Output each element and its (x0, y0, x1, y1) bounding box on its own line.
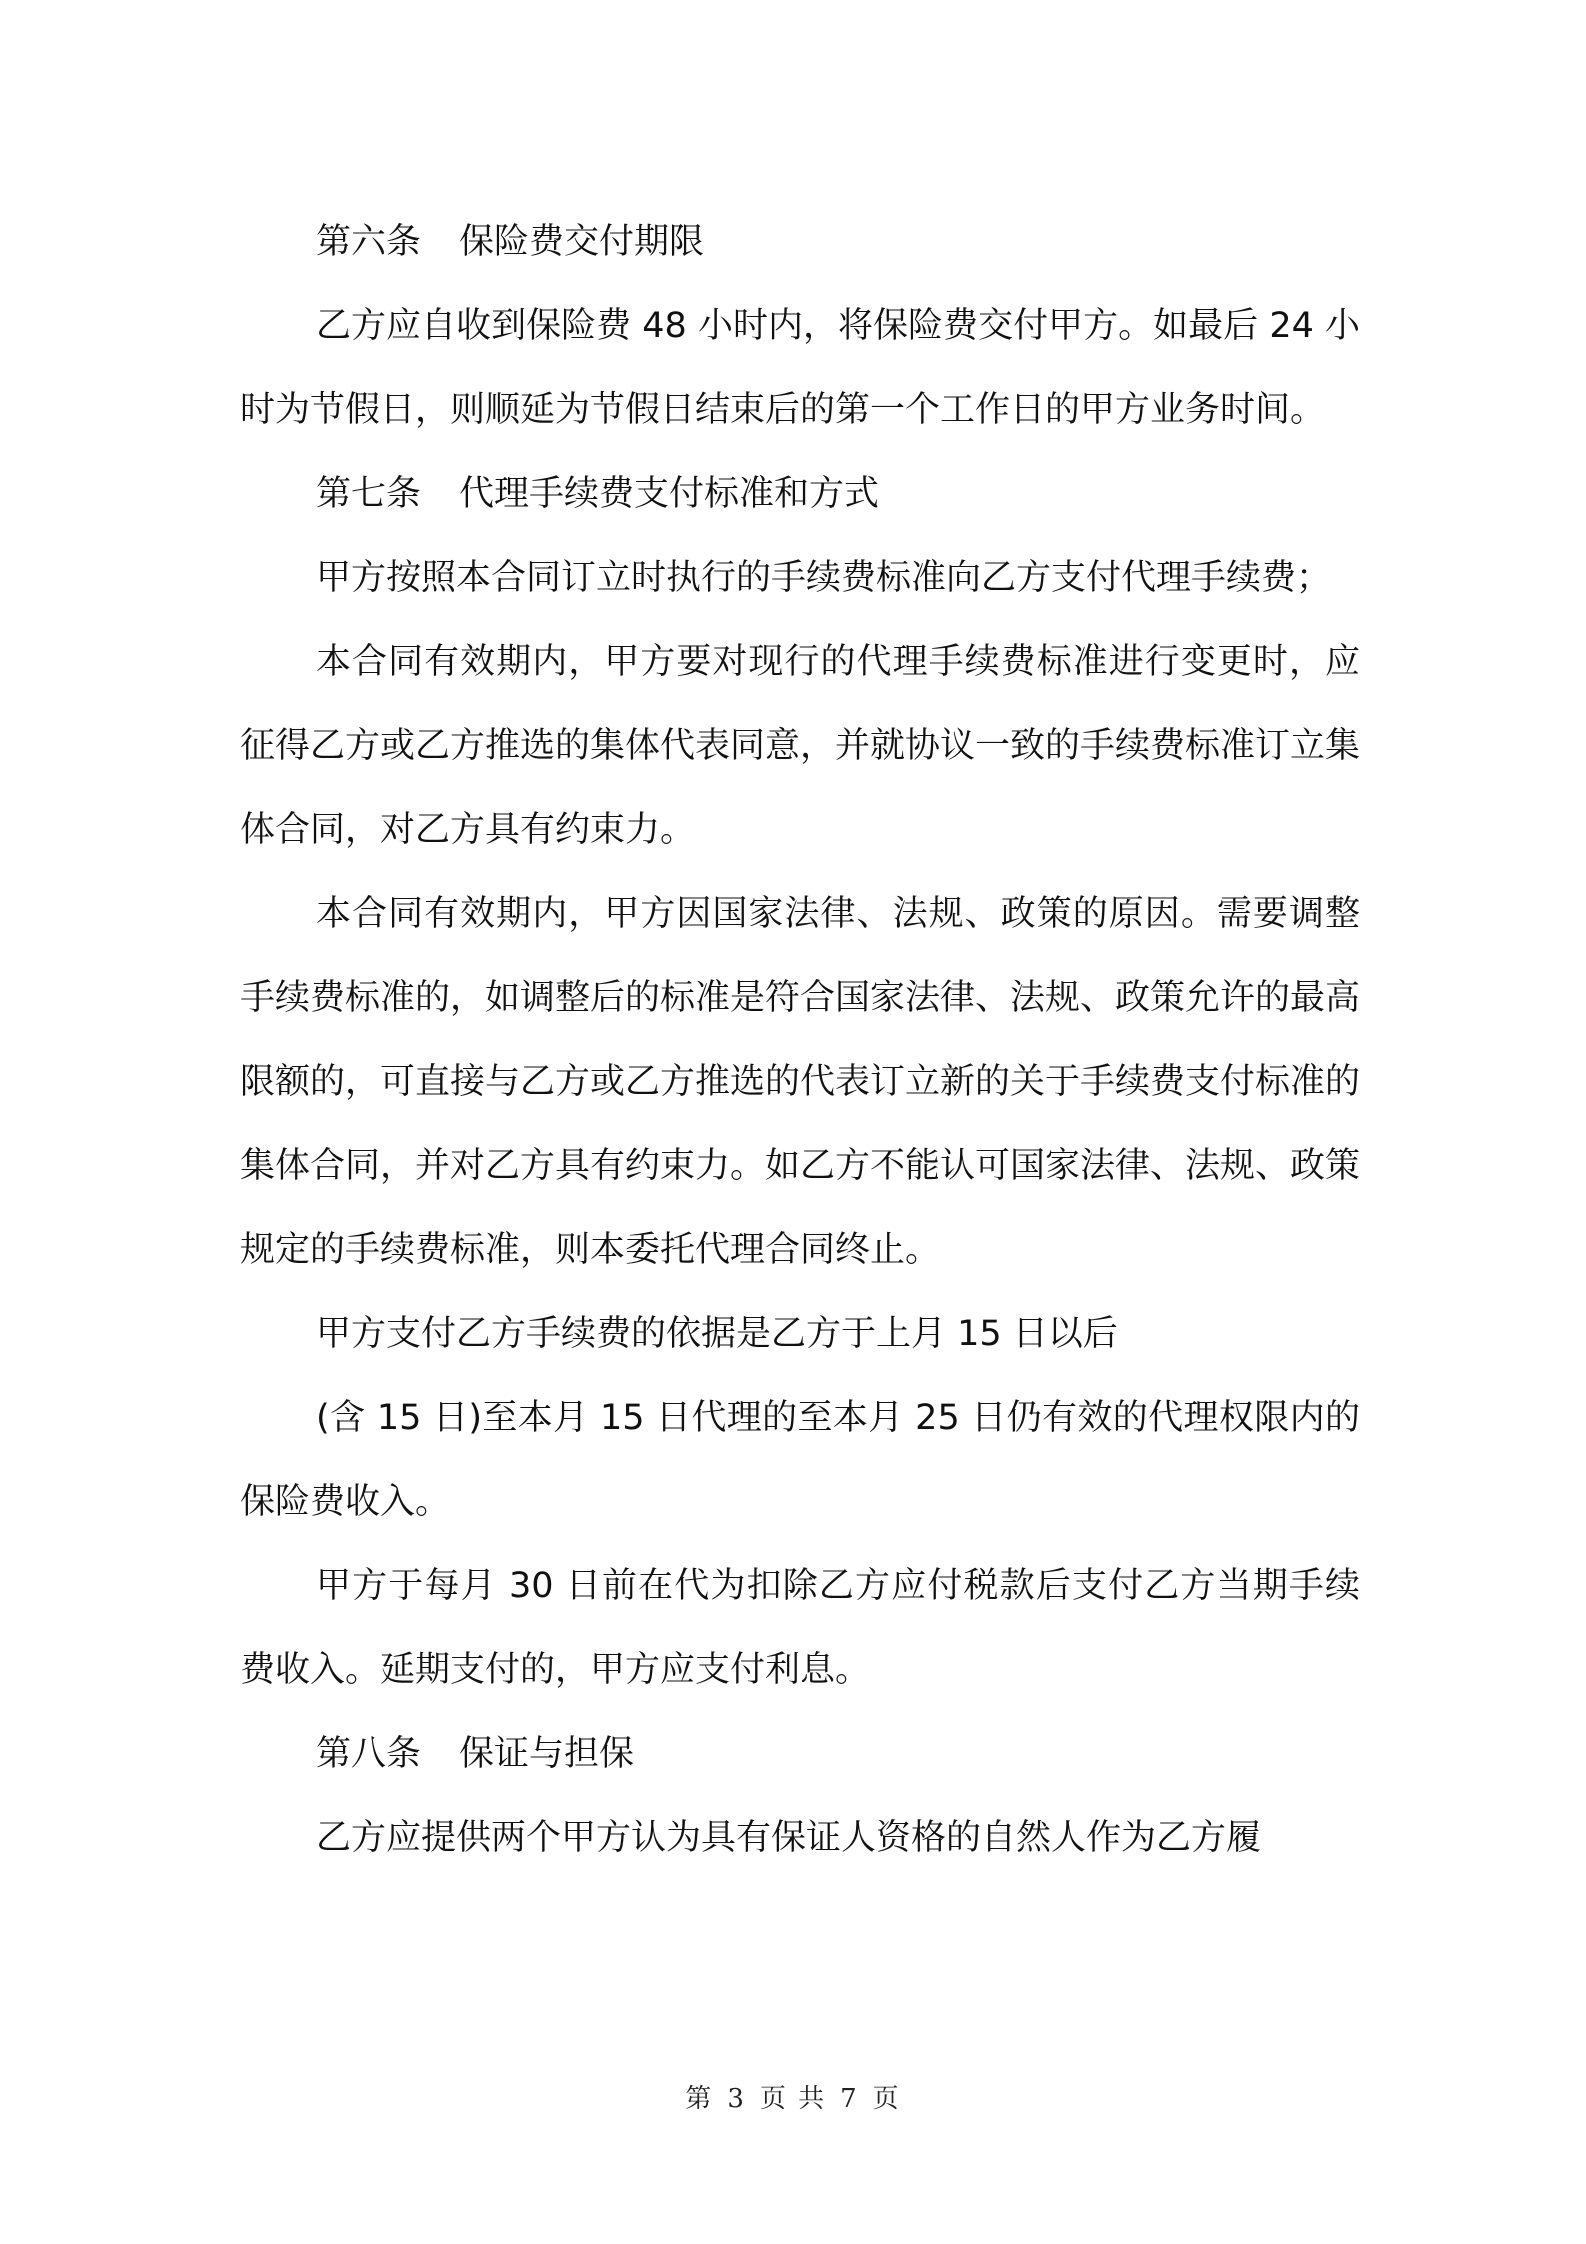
paragraph-8-1: 乙方应提供两个甲方认为具有保证人资格的自然人作为乙方履 (316, 1818, 1262, 1858)
footer-total-pages: 7 (840, 2084, 859, 2114)
paragraph-6-1: 乙方应自收到保险费 48 小时内，将保险费交付甲方。如最后 24 小时为节假日，则顺延为节假日结束后的第一个工作日的甲方业务时间。 (240, 306, 1360, 430)
paragraph-7-5: (含 15 日)至本月 15 日代理的至本月 25 日仍有效的代理权限内的保险费收入。 (240, 1398, 1360, 1522)
document-body (240, 200, 1360, 1880)
article-8-heading (240, 1712, 1360, 1796)
footer-suffix: 页 (872, 2084, 901, 2114)
paragraph-7-1: 甲方按照本合同订立时执行的手续费标准向乙方支付代理手续费； (316, 558, 1332, 598)
article-6-heading (240, 200, 1360, 284)
paragraph-7-2: 本合同有效期内，甲方要对现行的代理手续费标准进行变更时，应征得乙方或乙方推选的集体代表同意，并就协议一致的手续费标准订立集体合同，对乙方具有约束力。 (240, 642, 1361, 850)
article-6-number: 第六条 (316, 222, 422, 262)
footer-mid: 页 共 (759, 2084, 827, 2114)
paragraph-7-3: 本合同有效期内，甲方因国家法律、法规、政策的原因。需要调整手续费标准的，如调整后的标准是符合国家法律、法规、政策允许的最高限额的，可直接与乙方或乙方推选的代表订立新的关于手续费支付标准的集体合同，并对乙方具有约束力。如乙方不能认可国家法律、法规、政策规定的手续费标准，则本委托代理合同终止。 (240, 894, 1361, 1270)
article-8-title: 保证与担保 (459, 1734, 635, 1774)
article-7-heading (240, 452, 1360, 536)
article-7-number: 第七条 (316, 474, 422, 514)
article-6-title: 保险费交付期限 (459, 222, 705, 262)
paragraph-7-6: 甲方于每月 30 日前在代为扣除乙方应付税款后支付乙方当期手续费收入。延期支付的，甲方应支付利息。 (240, 1566, 1360, 1690)
paragraph-7-4: 甲方支付乙方手续费的依据是乙方于上月 15 日以后 (316, 1314, 1118, 1354)
footer-current-page: 3 (727, 2084, 746, 2114)
article-7-title: 代理手续费支付标准和方式 (459, 474, 880, 514)
footer-prefix: 第 (685, 2084, 714, 2114)
article-8-number: 第八条 (316, 1734, 422, 1774)
page-number-footer (0, 2078, 1586, 2115)
